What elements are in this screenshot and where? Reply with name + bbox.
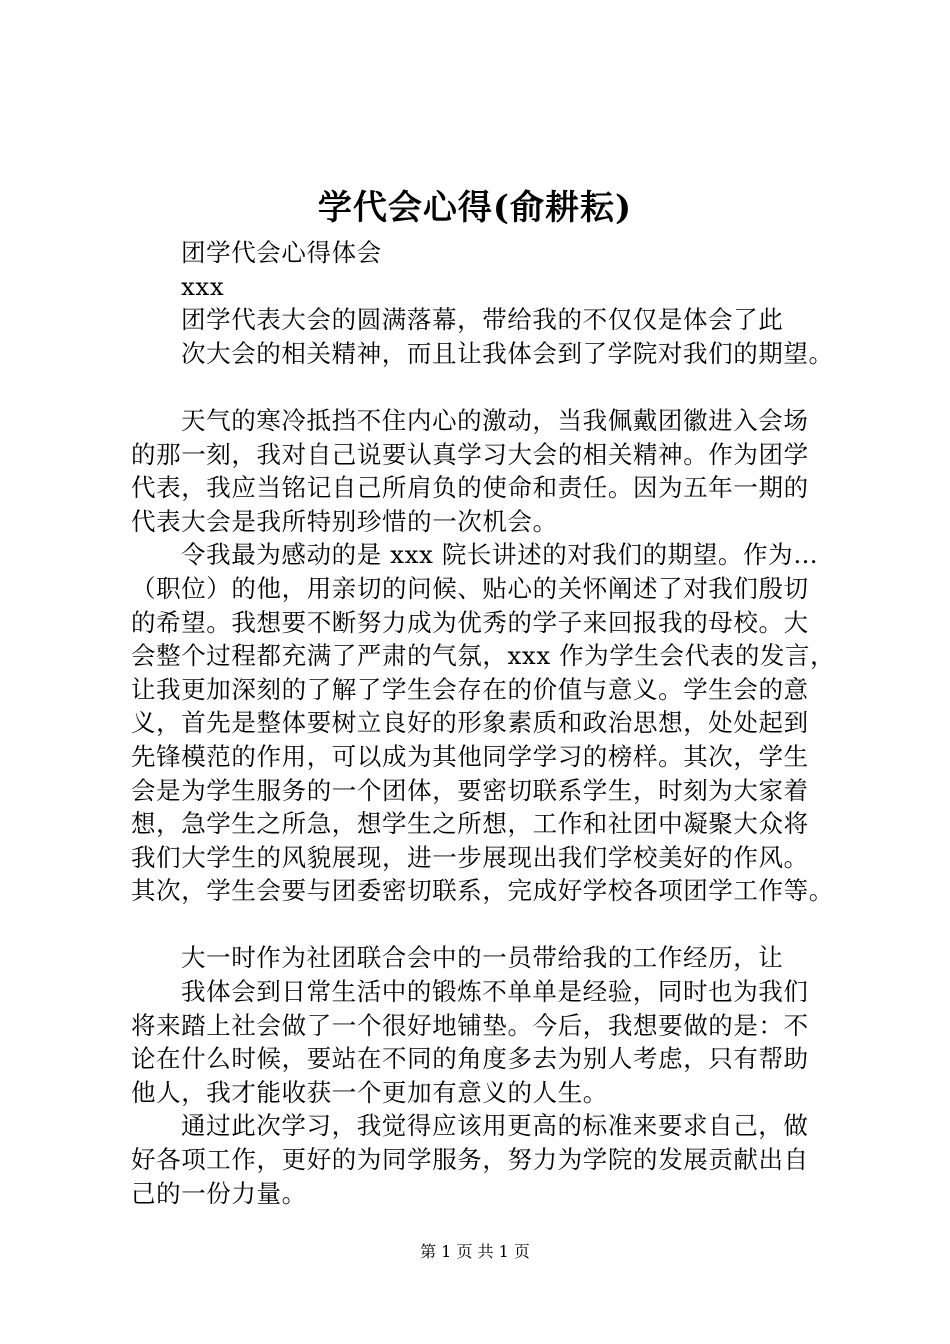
paragraph-line: （职位）的他，用亲切的问候、贴心的关怀阐述了对我们殷切 bbox=[131, 573, 809, 603]
paragraph-line: 的希望。我想要不断努力成为优秀的学子来回报我的母校。大 bbox=[131, 607, 809, 637]
blank-line bbox=[131, 370, 836, 404]
paragraph-line: 代表大会是我所特别珍惜的一次机会。 bbox=[131, 506, 558, 536]
paragraph-line: 论在什么时候，要站在不同的角度多去为别人考虑，只有帮助 bbox=[131, 1044, 809, 1074]
paragraph-line: 次大会的相关精神，而且让我体会到了学院对我们的期望。 bbox=[181, 338, 834, 368]
author-line: xxx bbox=[181, 271, 225, 301]
paragraph-line: 其次，学生会要与团委密切联系，完成好学校各项团学工作等。 bbox=[131, 876, 834, 906]
page-footer: 第 1 页 共 1 页 bbox=[420, 1242, 530, 1261]
paragraph-line: 会整个过程都充满了严肃的气氛，xxx 作为学生会代表的发言， bbox=[131, 641, 836, 671]
document-body bbox=[131, 236, 836, 1210]
paragraph-line: 先锋模范的作用，可以成为其他同学学习的榜样。其次，学生 bbox=[131, 741, 809, 771]
paragraph-line: 团学代表大会的圆满落幕，带给我的不仅仅是体会了此 bbox=[181, 305, 784, 335]
paragraph-line: 会是为学生服务的一个团体，要密切联系学生，时刻为大家着 bbox=[131, 775, 809, 805]
paragraph-line: 想，急学生之所急，想学生之所想，工作和社团中凝聚大众将 bbox=[131, 809, 809, 839]
paragraph-line: 义，首先是整体要树立良好的形象素质和政治思想，处处起到 bbox=[131, 708, 809, 738]
paragraph-line: 大一时作为社团联合会中的一员带给我的工作经历，让 bbox=[181, 943, 784, 973]
document-title: 学代会心得(俞耕耘) bbox=[317, 188, 633, 228]
paragraph-line: 他人，我才能收获一个更加有意义的人生。 bbox=[131, 1077, 608, 1107]
paragraph-line: 我体会到日常生活中的锻炼不单单是经验，同时也为我们 bbox=[181, 977, 809, 1007]
paragraph-line: 的那一刻，我对自己说要认真学习大会的相关精神。作为团学 bbox=[131, 439, 809, 469]
paragraph-line: 好各项工作，更好的为同学服务，努力为学院的发展贡献出自 bbox=[131, 1145, 809, 1175]
subtitle-line: 团学代会心得体会 bbox=[181, 238, 382, 267]
paragraph-line: 让我更加深刻的了解了学生会存在的价值与意义。学生会的意 bbox=[131, 674, 809, 704]
paragraph-line: 代表，我应当铭记自己所肩负的使命和责任。因为五年一期的 bbox=[131, 473, 809, 503]
paragraph-line: 通过此次学习，我觉得应该用更高的标准来要求自己，做 bbox=[181, 1111, 809, 1141]
paragraph-line: 将来踏上社会做了一个很好地铺垫。今后，我想要做的是：不 bbox=[131, 1010, 809, 1040]
paragraph-line: 己的一份力量。 bbox=[131, 1178, 307, 1208]
paragraph-line: 我们大学生的风貌展现，进一步展现出我们学校美好的作风。 bbox=[131, 842, 809, 872]
paragraph-line: 令我最为感动的是 xxx 院长讲述的对我们的期望。作为… bbox=[181, 540, 819, 570]
paragraph-line: 天气的寒冷抵挡不住内心的激动，当我佩戴团徽进入会场 bbox=[181, 405, 809, 435]
blank-line bbox=[131, 908, 836, 942]
